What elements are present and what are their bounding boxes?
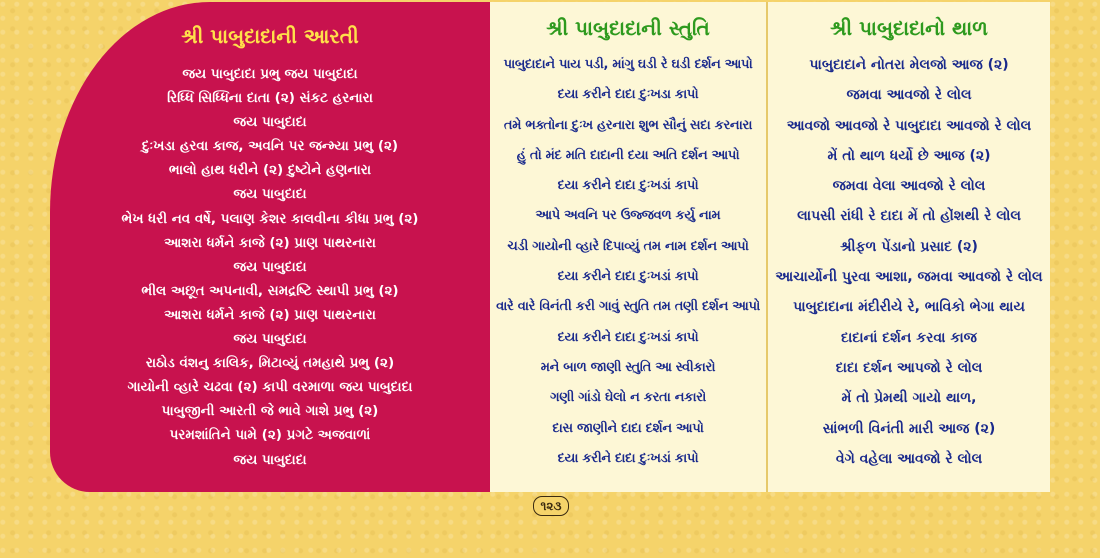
thal-line: મેં તો થાળ ધર્યો છે આજ (૨) (827, 147, 991, 164)
thal-section (768, 2, 1050, 492)
thal-line: આચાર્યોની પુરવા આશા, જમવા આવજો રે લોલ (775, 269, 1043, 286)
aarti-line: આશરા ધર્મને કાજે (૨) પ્રાણ પાથરનારા (164, 234, 376, 251)
stuti-line: મને બાળ જાણી સ્તુતિ આ સ્વીકારો (540, 359, 716, 375)
aarti-line: જય પાબુદાદા (233, 258, 307, 275)
aarti-line: જય પાબુદાદા (233, 114, 307, 131)
hymn-panel (50, 2, 1050, 492)
page-number: ૧૨૩ (533, 496, 569, 516)
stuti-lines (490, 50, 766, 474)
stuti-line: દયા કરીને દાદા દુઃખડાં કાપો (557, 178, 699, 194)
stuti-line: દયા કરીને દાદા દુઃખડાં કાપો (557, 329, 699, 345)
thal-line: લાપસી રાંધી રે દાદા મેં તો હોંશથી રે લોલ (797, 208, 1021, 225)
aarti-line: ભાલો હાથ ધરીને (૨) દુષ્ટોને હણનારા (168, 162, 372, 179)
aarti-line: જય પાબુદાદા (233, 331, 307, 348)
aarti-line: આશરા ધર્મને કાજે (૨) પ્રાણ પાથરનારા (164, 306, 376, 323)
aarti-lines (50, 62, 490, 472)
aarti-line: પરમશાંતિને પામે (૨) પ્રગટે અજવાળાં (169, 427, 371, 444)
aarti-line: દુઃખડા હરવા કાજ, અવનિ પર જન્મ્યા પ્રભુ (૨) (141, 138, 399, 155)
stuti-section (490, 2, 768, 492)
aarti-line: જય પાબુદાદા પ્રભુ જય પાબુદાદા (182, 66, 358, 82)
thal-line: સાંભળી વિનંતી મારી આજ (૨) (822, 420, 996, 437)
stuti-title: શ્રી પાબુદાદાની સ્તુતિ (546, 16, 710, 40)
stuti-line: તમે ભક્તોના દુઃખ હરનારા શુભ સૌનું સદા કરનારા (503, 117, 753, 133)
stuti-line: દયા કરીને દાદા દુઃખડાં કાપો (557, 450, 699, 466)
thal-title: શ્રી પાબુદાદાનો થાળ (830, 16, 988, 40)
thal-line: વેગે વહેલા આવજો રે લોલ (835, 450, 983, 467)
aarti-line: ભેખ ધરી નવ વર્ષે, પલાણ કેશર કાલવીના કીધા પ્રભુ (૨) (121, 210, 419, 227)
stuti-line: વારે વારે વિનંતી કરી ગાવું સ્તુતિ તમ તણી દર્શન આપો (496, 299, 760, 315)
stuti-line: દાસ જાણીને દાદા દર્શન આપો (552, 420, 704, 436)
aarti-line: રાઠોડ વંશનુ કાલિક, મિટાવ્યું તમહાથે પ્રભુ (૨) (145, 355, 395, 372)
stuti-line: પાબુદાદાને પાય પડી, માંગુ ઘડી રે ઘડી દર્શન આપો (503, 57, 753, 72)
aarti-line: ગાયોની વ્હારે ચઢવા (૨) કાપી વરમાળા જય પાબુદાદા (127, 379, 413, 396)
thal-line: દાદા દર્શન આપજો રે લોલ (835, 359, 983, 376)
stuti-line: હું તો મંદ મતિ દાદાની દયા અતિ દર્શન આપો (516, 147, 740, 163)
thal-line: શ્રીફળ પેંડાનો પ્રસાદ (૨) (840, 238, 978, 255)
thal-line: આવજો આવજો રે પાબુદાદા આવજો રે લોલ (786, 117, 1032, 134)
thal-line: દાદાનાં દર્શન કરવા કાજ (841, 329, 977, 346)
aarti-line: ભીલ અછૂત અપનાવી, સમદ્રષ્ટિ સ્થાપી પ્રભુ (૨) (141, 282, 399, 299)
thal-line: જમવા આવજો રે લોલ (846, 87, 972, 104)
thal-line: જમવા વેલા આવજો રે લોલ (832, 178, 986, 195)
aarti-line: જય પાબુદાદા (233, 186, 307, 203)
stuti-line: દયા કરીને દાદા દુઃખડા કાપો (557, 87, 699, 103)
stuti-line: ચડી ગાયોની વ્હારે દિપાવ્યું તમ નામ દર્શન આપો (507, 238, 749, 254)
aarti-title: શ્રી પાબુદાદાની આરતી (181, 24, 359, 48)
thal-line: પાબુદાદાને નોતરા મેલજો આજ (૨) (809, 57, 1009, 73)
aarti-line: જય પાબુદાદા (233, 451, 307, 468)
aarti-line: રિધ્ધિ સિધ્ધિના દાતા (૨) સંકટ હરનારા (167, 90, 373, 107)
aarti-section (50, 2, 490, 492)
stuti-line: દયા કરીને દાદા દુઃખડાં કાપો (557, 269, 699, 285)
aarti-line: પાબુજીની આરતી જે ભાવે ગાશે પ્રભુ (૨) (161, 403, 379, 420)
thal-line: પાબુદાદાના મંદીરીયે રે, ભાવિકો ભેગા થાય (793, 299, 1025, 316)
stuti-line: ગણી ગાંડો ઘેલો ન કરતા નકારો (550, 390, 706, 406)
thal-lines (768, 50, 1050, 474)
stuti-line: આપે અવનિ પર ઉજ્જવળ કર્યુ નામ (535, 208, 721, 224)
thal-line: મેં તો પ્રેમથી ગાયો થાળ, (841, 390, 977, 407)
